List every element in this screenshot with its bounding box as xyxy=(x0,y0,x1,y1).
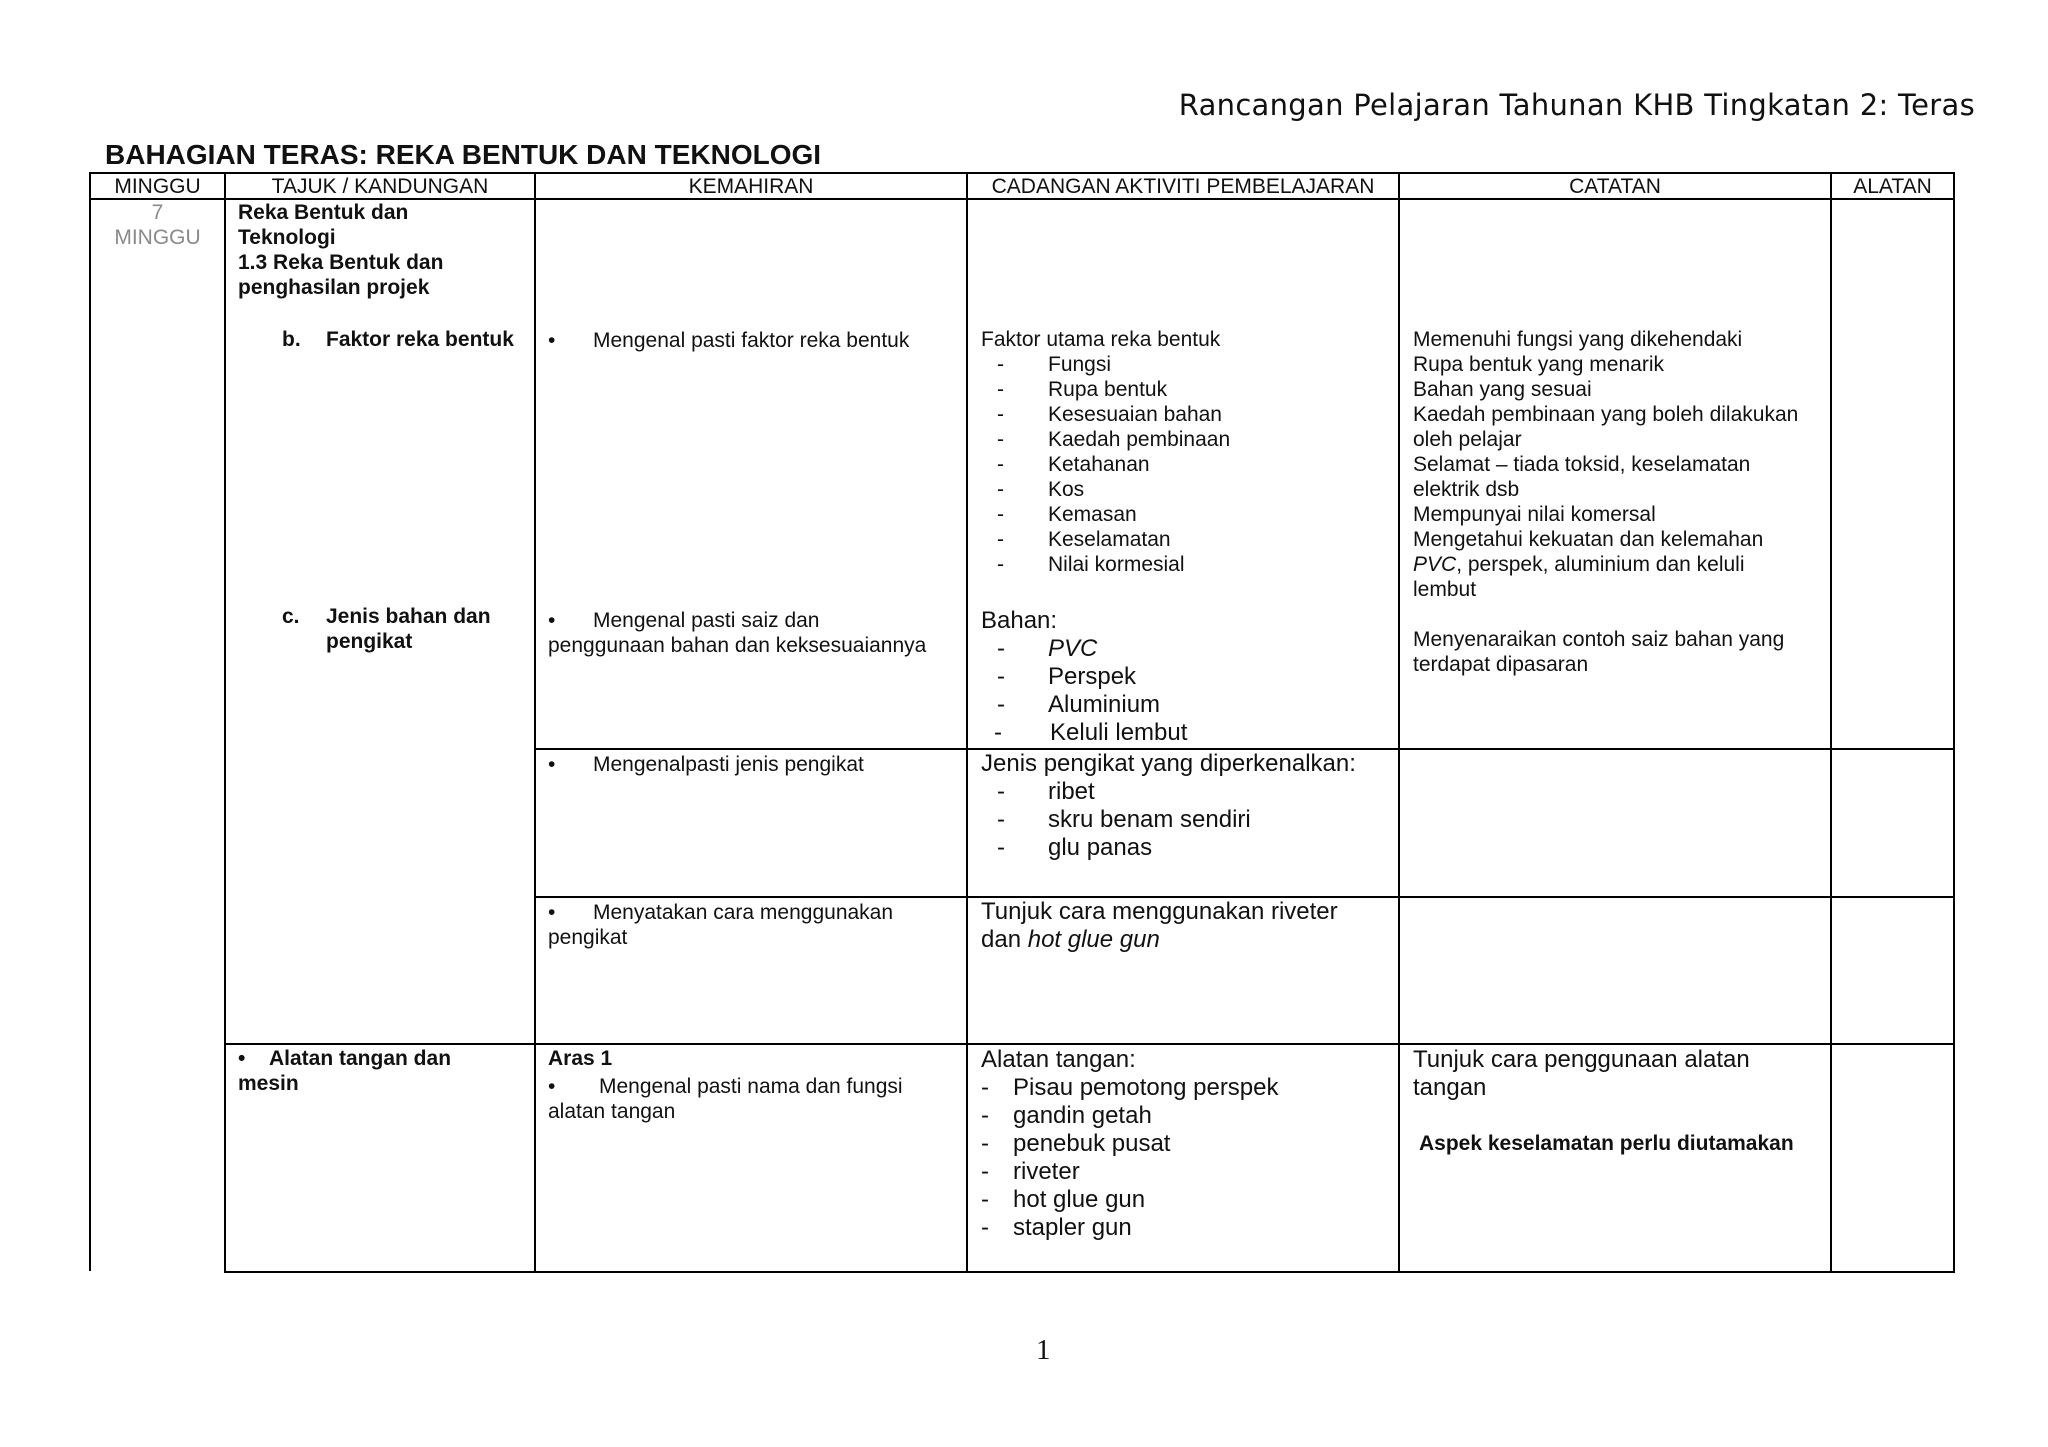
list-dash: - xyxy=(997,503,1004,526)
note-line: Kaedah pembinaan yang boleh dilakukan xyxy=(1413,403,1799,426)
safety-note: Aspek keselamatan perlu diutamakan xyxy=(1419,1132,1794,1155)
list-dash: - xyxy=(997,528,1004,551)
list-item: Perspek xyxy=(1048,663,1137,690)
skill-item: pengikat xyxy=(548,926,628,949)
skill-bullet: • xyxy=(548,753,556,776)
minggu-label: MINGGU xyxy=(114,226,201,249)
text-run: dan xyxy=(981,926,1028,953)
note-line: Mempunyai nilai komersal xyxy=(1413,503,1656,526)
skill-item: Mengenal pasti saiz dan xyxy=(593,609,820,632)
list-item: Keluli lembut xyxy=(1050,719,1188,746)
tunjuk-riveter: Tunjuk cara menggunakan riveter xyxy=(981,898,1338,925)
minggu-number: 7 xyxy=(151,201,164,224)
list-item: Kesesuaian bahan xyxy=(1048,403,1222,426)
col-border-4 xyxy=(1398,172,1400,1272)
list-item: ribet xyxy=(1048,778,1095,805)
tajuk-line: penghasilan projek xyxy=(238,276,430,299)
list-dash: - xyxy=(997,806,1005,833)
alatan-bullet: • xyxy=(238,1047,246,1070)
list-item: Rupa bentuk xyxy=(1048,378,1168,401)
note-line: Menyenaraikan contoh saiz bahan yang xyxy=(1413,628,1785,651)
skill-item: Mengenal pasti nama dan fungsi xyxy=(599,1075,903,1098)
tunjuk-alatan-cont: tangan xyxy=(1413,1074,1487,1101)
column-header-aktiviti: CADANGAN AKTIVITI PEMBELAJARAN xyxy=(991,175,1375,198)
list-dash: - xyxy=(981,1102,989,1129)
column-header-tajuk: TAJUK / KANDUNGAN xyxy=(271,175,489,198)
col-border-3 xyxy=(966,172,968,1272)
skill-item: Mengenal pasti faktor reka bentuk xyxy=(593,329,910,352)
list-dash: - xyxy=(997,378,1004,401)
note-line: elektrik dsb xyxy=(1413,478,1520,501)
tajuk-line: Reka Bentuk dan xyxy=(238,201,409,224)
page-number: 1 xyxy=(1036,1334,1051,1366)
tunjuk-alatan: Tunjuk cara penggunaan alatan xyxy=(1413,1046,1750,1073)
note-line: Bahan yang sesuai xyxy=(1413,378,1592,401)
col-border-0 xyxy=(89,172,91,1271)
alatan-title: Alatan tangan: xyxy=(981,1046,1136,1073)
bahan-title: Bahan: xyxy=(981,607,1058,634)
note-line: Memenuhi fungsi yang dikehendaki xyxy=(1413,328,1743,351)
row-border-3 xyxy=(224,1043,1955,1045)
list-dash: - xyxy=(997,453,1004,476)
list-item: riveter xyxy=(1013,1158,1080,1185)
list-dash: - xyxy=(997,403,1004,426)
col-border-6 xyxy=(1953,172,1955,1272)
list-item: glu panas xyxy=(1048,834,1153,861)
col-border-2 xyxy=(534,172,536,1272)
skill-bullet: • xyxy=(548,329,556,352)
list-item: hot glue gun xyxy=(1013,1186,1146,1213)
list-item: PVC xyxy=(1048,635,1098,662)
list-dash: - xyxy=(997,663,1005,690)
note-line: oleh pelajar xyxy=(1413,428,1522,451)
list-dash: - xyxy=(997,834,1005,861)
list-dash: - xyxy=(981,1158,989,1185)
note-line: Selamat – tiada toksid, keselamatan xyxy=(1413,453,1751,476)
note-line: terdapat dipasaran xyxy=(1413,653,1589,676)
section-title: BAHAGIAN TERAS: REKA BENTUK DAN TEKNOLOGI xyxy=(105,139,822,170)
alatan-topic: Alatan tangan dan xyxy=(269,1047,452,1070)
subtopic-b-title: Faktor reka bentuk xyxy=(326,328,514,351)
list-dash: - xyxy=(981,1130,989,1157)
list-item: skru benam sendiri xyxy=(1048,806,1251,833)
list-dash: - xyxy=(997,778,1005,805)
subtopic-c-marker: c. xyxy=(282,605,300,628)
list-dash: - xyxy=(981,1214,989,1241)
faktor-title: Faktor utama reka bentuk xyxy=(981,328,1221,351)
list-item: gandin getah xyxy=(1013,1102,1152,1129)
subtopic-c-title: pengikat xyxy=(326,630,413,653)
pengikat-title: Jenis pengikat yang diperkenalkan: xyxy=(981,750,1356,777)
alatan-topic: mesin xyxy=(238,1072,299,1095)
pvc-text: PVC xyxy=(1413,553,1457,576)
note-line xyxy=(1413,552,1745,577)
col-border-1 xyxy=(224,172,226,1272)
skill-bullet: • xyxy=(548,609,556,632)
list-item: Fungsi xyxy=(1048,353,1112,376)
text-run: , perspek, aluminium dan keluli xyxy=(1456,553,1745,576)
skill-item: Menyatakan cara menggunakan xyxy=(593,901,894,924)
note-line: lembut xyxy=(1413,578,1477,601)
note-line: Rupa bentuk yang menarik xyxy=(1413,353,1664,376)
table-bottom-border xyxy=(224,1271,1955,1273)
list-item: Keselamatan xyxy=(1048,528,1171,551)
column-header-minggu: MINGGU xyxy=(114,175,201,198)
list-item: Kemasan xyxy=(1048,503,1137,526)
list-item: Pisau pemotong perspek xyxy=(1013,1074,1279,1101)
aras-label: Aras 1 xyxy=(548,1047,613,1070)
document-header: Rancangan Pelajaran Tahunan KHB Tingkatan 2: Teras xyxy=(1178,88,1975,122)
list-item: stapler gun xyxy=(1013,1214,1132,1241)
list-dash: - xyxy=(997,635,1005,662)
skill-item: Mengenalpasti jenis pengikat xyxy=(593,753,864,776)
note-line: Mengetahui kekuatan dan kelemahan xyxy=(1413,528,1764,551)
list-item: Ketahanan xyxy=(1048,453,1150,476)
tajuk-line: Teknologi xyxy=(238,226,336,249)
hot-glue-gun-text: hot glue gun xyxy=(1027,926,1160,953)
column-header-catatan: CATATAN xyxy=(1569,175,1661,198)
subtopic-b-marker: b. xyxy=(282,328,301,351)
list-item: Kos xyxy=(1048,478,1085,501)
column-header-kemahiran: KEMAHIRAN xyxy=(688,175,814,198)
subtopic-c-title: Jenis bahan dan xyxy=(326,605,491,628)
list-dash: - xyxy=(997,691,1005,718)
tajuk-line: 1.3 Reka Bentuk dan xyxy=(238,251,444,274)
skill-bullet: • xyxy=(548,1075,556,1098)
tunjuk-riveter-cont xyxy=(981,926,1160,955)
column-header-alatan: ALATAN xyxy=(1853,175,1932,198)
list-item: Kaedah pembinaan xyxy=(1048,428,1231,451)
skill-item: alatan tangan xyxy=(548,1100,676,1123)
skill-item: penggunaan bahan dan keksesuaiannya xyxy=(548,634,927,657)
list-dash: - xyxy=(997,428,1004,451)
list-dash: - xyxy=(997,353,1004,376)
skill-bullet: • xyxy=(548,901,556,924)
list-dash: - xyxy=(981,1074,989,1101)
list-dash: - xyxy=(997,553,1004,576)
list-dash: - xyxy=(997,478,1004,501)
list-dash: - xyxy=(981,1186,989,1213)
list-item: penebuk pusat xyxy=(1013,1130,1171,1157)
list-item: Nilai kormesial xyxy=(1048,553,1185,576)
list-item: Aluminium xyxy=(1048,691,1161,718)
list-dash: - xyxy=(994,719,1002,746)
col-border-5 xyxy=(1830,172,1832,1272)
